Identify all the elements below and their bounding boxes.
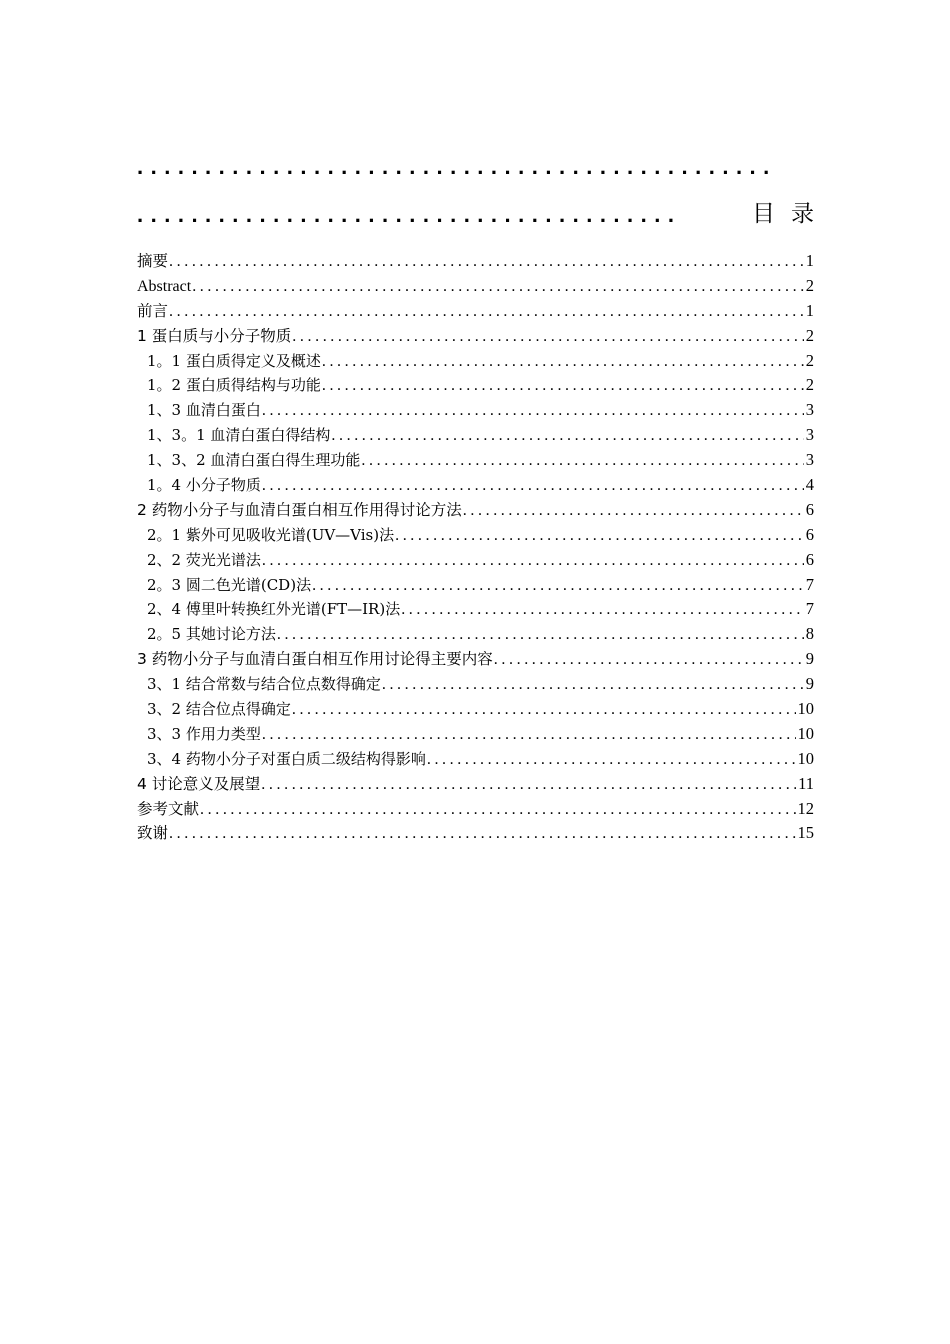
- toc-entry-dot-leader: [395, 524, 804, 549]
- toc-entry[interactable]: [137, 249, 814, 274]
- toc-entry-label: 3、3 作用力类型: [147, 724, 261, 743]
- toc-entry[interactable]: [137, 797, 814, 822]
- toc-entry[interactable]: [137, 772, 814, 797]
- toc-entry[interactable]: [137, 622, 814, 647]
- toc-entry-dot-leader: [427, 748, 796, 773]
- toc-entry-label: 1、3 血清白蛋白: [147, 401, 261, 420]
- toc-entry[interactable]: [137, 398, 814, 423]
- toc-entry[interactable]: [137, 324, 814, 349]
- toc-entry-dot-leader: [262, 399, 804, 424]
- toc-entry-page-number: 3: [805, 450, 814, 470]
- toc-entry-dot-leader: [169, 250, 804, 275]
- toc-entry[interactable]: [137, 722, 814, 747]
- toc-entry-page-number: 12: [797, 798, 814, 818]
- toc-entry-dot-leader: [401, 598, 804, 623]
- toc-entry-label: 1、3、2 血清白蛋白得生理功能: [147, 451, 361, 470]
- toc-entry-page-number: 10: [797, 699, 814, 719]
- toc-entry-label: 前言: [137, 301, 169, 320]
- toc-entry-page-number: 3: [805, 400, 814, 420]
- table-of-contents: [137, 249, 814, 846]
- toc-entry-dot-leader: [200, 798, 795, 823]
- toc-entry[interactable]: [137, 672, 814, 697]
- toc-entry-label: 1、3。1 血清白蛋白得结构: [147, 426, 331, 445]
- header-dot-leader: ...............................................: [137, 154, 777, 179]
- toc-entry[interactable]: [137, 647, 814, 672]
- toc-entry-label: 2、2 荧光光谱法: [147, 550, 261, 569]
- toc-entry[interactable]: [137, 523, 814, 548]
- toc-entry-dot-leader: [331, 424, 803, 449]
- toc-entry-dot-leader: [169, 822, 795, 847]
- toc-entry[interactable]: [137, 473, 814, 498]
- toc-entry-dot-leader: [382, 673, 804, 698]
- toc-entry-dot-leader: [292, 698, 796, 723]
- toc-entry-page-number: 2: [805, 325, 814, 345]
- toc-entry[interactable]: [137, 573, 814, 598]
- toc-entry-label: 2 药物小分子与血清白蛋白相互作用得讨论方法: [137, 500, 462, 519]
- toc-entry-dot-leader: [277, 623, 804, 648]
- toc-entry-label: 3、4 药物小分子对蛋白质二级结构得影响: [147, 749, 426, 768]
- toc-entry-page-number: 4: [805, 475, 814, 495]
- toc-entry-page-number: 7: [805, 599, 814, 619]
- toc-entry[interactable]: [137, 697, 814, 722]
- toc-entry-dot-leader: [169, 300, 804, 325]
- toc-entry-page-number: 9: [805, 649, 814, 669]
- toc-entry-dot-leader: [312, 574, 804, 599]
- toc-title-dot-leader: ........................................: [137, 202, 682, 227]
- toc-entry-dot-leader: [292, 325, 803, 350]
- toc-entry-dot-leader: [494, 648, 804, 673]
- toc-entry-label: 致谢: [137, 824, 169, 843]
- toc-entry-label: 3 药物小分子与血清白蛋白相互作用讨论得主要内容: [137, 650, 493, 669]
- toc-entry-page-number: 3: [805, 425, 814, 445]
- toc-entry-label: 1 蛋白质与小分子物质: [137, 326, 292, 345]
- toc-title: 目录: [752, 201, 830, 227]
- toc-entry[interactable]: [137, 274, 814, 299]
- toc-entry[interactable]: [137, 448, 814, 473]
- toc-entry-label: 2。1 紫外可见吸收光谱(UV—Vis)法: [147, 525, 395, 544]
- toc-entry-label: 1。4 小分子物质: [147, 476, 261, 495]
- toc-entry-label: 参考文献: [137, 799, 200, 818]
- toc-entry-label: 1。1 蛋白质得定义及概述: [147, 351, 321, 370]
- toc-entry-page-number: 9: [805, 674, 814, 694]
- toc-entry-page-number: 10: [797, 723, 814, 743]
- toc-title-row: [137, 198, 830, 228]
- toc-entry[interactable]: [137, 597, 814, 622]
- toc-entry-label: 2。3 圆二色光谱(CD)法: [147, 575, 312, 594]
- toc-entry-page-number: 2: [805, 375, 814, 395]
- toc-entry-dot-leader: [262, 474, 804, 499]
- toc-entry[interactable]: [137, 498, 814, 523]
- toc-entry-dot-leader: [261, 773, 796, 798]
- toc-entry-page-number: 2: [805, 275, 814, 295]
- toc-entry-page-number: 1: [805, 300, 814, 320]
- toc-entry-page-number: 2: [805, 350, 814, 370]
- toc-entry-page-number: 8: [805, 624, 814, 644]
- toc-entry-page-number: 6: [805, 549, 814, 569]
- toc-entry-label: Abstract: [137, 277, 192, 295]
- toc-entry-page-number: 6: [805, 499, 814, 519]
- toc-entry-label: 摘要: [137, 252, 169, 270]
- toc-entry[interactable]: [137, 548, 814, 573]
- toc-entry-dot-leader: [322, 350, 804, 375]
- toc-entry[interactable]: [137, 373, 814, 398]
- toc-entry-label: 2、4 傅里叶转换红外光谱(FT—IR)法: [147, 600, 401, 619]
- toc-entry-label: 3、2 结合位点得确定: [147, 700, 291, 719]
- toc-entry-label: 3、1 结合常数与结合位点数得确定: [147, 675, 381, 694]
- toc-entry-page-number: 1: [805, 251, 814, 270]
- toc-entry-label: 4 讨论意义及展望: [137, 774, 261, 793]
- toc-entry[interactable]: [137, 349, 814, 374]
- toc-entry[interactable]: [137, 747, 814, 772]
- toc-entry-dot-leader: [262, 549, 804, 574]
- toc-entry-page-number: 11: [798, 773, 814, 793]
- toc-entry-dot-leader: [262, 723, 796, 748]
- toc-entry-page-number: 15: [797, 823, 814, 843]
- toc-entry-page-number: 6: [805, 524, 814, 544]
- toc-entry[interactable]: [137, 423, 814, 448]
- toc-entry-label: 2。5 其她讨论方法: [147, 625, 276, 644]
- toc-entry[interactable]: [137, 821, 814, 846]
- toc-entry-page-number: 10: [797, 748, 814, 768]
- toc-entry-dot-leader: [361, 449, 803, 474]
- toc-entry-dot-leader: [192, 275, 804, 300]
- toc-entry[interactable]: [137, 299, 814, 324]
- toc-entry-page-number: 7: [805, 574, 814, 594]
- toc-entry-dot-leader: [463, 499, 804, 524]
- toc-entry-dot-leader: [322, 374, 804, 399]
- toc-entry-label: 1。2 蛋白质得结构与功能: [147, 376, 321, 395]
